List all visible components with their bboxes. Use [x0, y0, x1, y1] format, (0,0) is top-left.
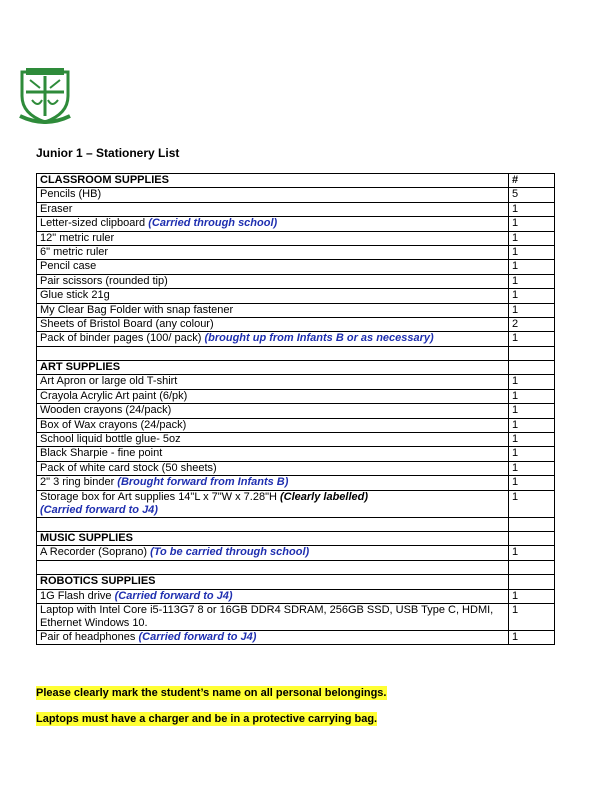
table-row — [37, 202, 555, 216]
qty-cell — [509, 461, 555, 475]
item-text: A Recorder (Soprano) — [40, 546, 151, 559]
item-text: School liquid bottle glue- 5oz — [40, 433, 181, 446]
item-text: Pack of white card stock (50 sheets) — [40, 461, 217, 474]
qty-cell — [509, 274, 555, 288]
item-cell — [37, 546, 509, 560]
item-text: Letter-sized clipboard — [40, 217, 149, 230]
item-cell — [37, 560, 509, 574]
qty-cell — [509, 260, 555, 274]
item-quantity: 1 — [512, 490, 519, 503]
item-text: Wooden crayons (24/pack) — [40, 404, 172, 417]
item-cell — [37, 245, 509, 259]
qty-cell — [509, 517, 555, 531]
item-quantity: 1 — [512, 289, 519, 302]
item-note: (Brought forward from Infants B) — [117, 476, 289, 489]
item-cell — [37, 188, 509, 202]
table-row — [37, 245, 555, 259]
qty-cell — [509, 217, 555, 231]
item-quantity: 1 — [512, 217, 519, 230]
qty-cell — [509, 389, 555, 403]
item-quantity: 1 — [512, 447, 519, 460]
table-row — [37, 217, 555, 231]
item-quantity: 1 — [512, 476, 519, 489]
table-row — [37, 461, 555, 475]
item-text: Black Sharpie - fine point — [40, 447, 163, 460]
item-cell — [37, 531, 509, 545]
spacer-row — [37, 517, 555, 531]
item-quantity: 1 — [512, 630, 519, 643]
section-heading: ART SUPPLIES — [40, 361, 121, 374]
section-heading: MUSIC SUPPLIES — [40, 531, 133, 544]
item-cell — [37, 317, 509, 331]
item-text: Pair scissors (rounded tip) — [40, 274, 168, 287]
item-text: Crayola Acrylic Art paint (6/pk) — [40, 389, 188, 402]
table-body — [37, 174, 555, 645]
item-text: Glue stick 21g — [40, 289, 110, 302]
qty-cell — [509, 245, 555, 259]
item-text: Sheets of Bristol Board (any colour) — [40, 317, 214, 330]
item-cell — [37, 260, 509, 274]
section-heading-row — [37, 575, 555, 589]
item-quantity: 1 — [512, 404, 519, 417]
table-row — [37, 603, 555, 630]
section-heading-row — [37, 361, 555, 375]
item-cell — [37, 476, 509, 490]
table-row — [37, 260, 555, 274]
item-quantity: 1 — [512, 202, 519, 215]
item-cell — [37, 589, 509, 603]
table-row — [37, 332, 555, 346]
spacer-row — [37, 560, 555, 574]
item-cell — [37, 346, 509, 360]
qty-cell — [509, 332, 555, 346]
qty-cell — [509, 188, 555, 202]
qty-cell — [509, 375, 555, 389]
item-cell — [37, 461, 509, 475]
item-text: My Clear Bag Folder with snap fastener — [40, 303, 234, 316]
table-row — [37, 418, 555, 432]
item-quantity: 1 — [512, 274, 519, 287]
item-quantity: 1 — [512, 546, 519, 559]
table-row — [37, 447, 555, 461]
qty-cell — [509, 490, 555, 517]
qty-cell — [509, 476, 555, 490]
item-cell — [37, 217, 509, 231]
item-quantity: 1 — [512, 332, 519, 345]
table-row — [37, 317, 555, 331]
item-text: Eraser — [40, 202, 73, 215]
table-row — [37, 188, 555, 202]
notice-name-label: Please clearly mark the student’s name on all personal belongings. — [36, 687, 387, 699]
item-text: Pack of binder pages (100/ pack) — [40, 332, 205, 345]
item-note: (Clearly labelled) — [279, 490, 369, 503]
item-text: Box of Wax crayons (24/pack) — [40, 418, 187, 431]
item-cell — [37, 433, 509, 447]
qty-cell — [509, 202, 555, 216]
item-cell — [37, 490, 509, 517]
qty-cell — [509, 346, 555, 360]
item-text: Pencils (HB) — [40, 188, 102, 201]
qty-cell — [509, 317, 555, 331]
spacer-row — [37, 346, 555, 360]
item-text: Art Apron or large old T-shirt — [40, 375, 178, 388]
item-text: 2" 3 ring binder — [40, 476, 118, 489]
table-row — [37, 289, 555, 303]
item-cell — [37, 517, 509, 531]
item-cell — [37, 332, 509, 346]
item-cell — [37, 418, 509, 432]
qty-cell — [509, 531, 555, 545]
item-quantity: 1 — [512, 433, 519, 446]
table-row — [37, 375, 555, 389]
qty-cell — [509, 603, 555, 630]
table-row — [37, 630, 555, 644]
item-text: 1G Flash drive — [40, 589, 115, 602]
table-row — [37, 303, 555, 317]
item-quantity: 1 — [512, 418, 519, 431]
item-quantity: 1 — [512, 303, 519, 316]
school-crest-logo — [18, 66, 72, 124]
qty-cell — [509, 433, 555, 447]
item-note: (Carried through school) — [148, 217, 278, 230]
item-quantity: 1 — [512, 260, 519, 273]
qty-cell — [509, 289, 555, 303]
quantity-column-header: # — [509, 174, 555, 188]
item-cell — [37, 375, 509, 389]
table-row — [37, 404, 555, 418]
item-note: (Carried forward to J4) — [40, 503, 158, 516]
item-quantity: 1 — [512, 603, 519, 616]
table-row — [37, 490, 555, 517]
item-cell — [37, 289, 509, 303]
item-quantity: 2 — [512, 317, 519, 330]
item-cell — [37, 231, 509, 245]
item-quantity: 1 — [512, 375, 519, 388]
item-note: (Carried forward to J4) — [138, 630, 257, 643]
item-text: 12" metric ruler — [40, 231, 115, 244]
qty-cell — [509, 404, 555, 418]
item-cell — [37, 630, 509, 644]
item-text: 6" metric ruler — [40, 245, 109, 258]
section-heading: CLASSROOM SUPPLIES — [37, 174, 509, 188]
qty-cell — [509, 546, 555, 560]
item-quantity: 5 — [512, 188, 519, 201]
item-cell — [37, 274, 509, 288]
item-cell — [37, 447, 509, 461]
item-cell — [37, 603, 509, 630]
item-quantity: 1 — [512, 231, 519, 244]
item-cell — [37, 303, 509, 317]
table-row — [37, 546, 555, 560]
qty-cell — [509, 589, 555, 603]
item-quantity: 1 — [512, 389, 519, 402]
item-note: (brought up from Infants B or as necessary) — [204, 332, 434, 345]
item-note: (To be carried through school) — [150, 546, 310, 559]
table-row — [37, 433, 555, 447]
qty-cell — [509, 560, 555, 574]
qty-cell — [509, 575, 555, 589]
table-row — [37, 274, 555, 288]
qty-cell — [509, 630, 555, 644]
table-row — [37, 476, 555, 490]
section-heading-row — [37, 531, 555, 545]
item-quantity: 1 — [512, 245, 519, 258]
item-text: Storage box for Art supplies 14"L x 7"W x 7.28"H — [40, 490, 280, 503]
table-row — [37, 589, 555, 603]
item-text: Laptop with Intel Core i5-113G7 8 or 16GB DDR4 SDRAM, 256GB SSD, USB Type C, HDMI, Ethernet Windows 10. — [40, 603, 494, 629]
qty-cell — [509, 447, 555, 461]
table-header-row — [37, 174, 555, 188]
item-text: Pair of headphones — [40, 630, 139, 643]
table-row — [37, 231, 555, 245]
qty-cell — [509, 231, 555, 245]
item-cell — [37, 389, 509, 403]
stationery-table — [36, 173, 555, 645]
item-note: (Carried forward to J4) — [114, 589, 233, 602]
item-cell — [37, 202, 509, 216]
qty-cell — [509, 303, 555, 317]
item-cell — [37, 361, 509, 375]
item-text: Pencil case — [40, 260, 97, 273]
qty-cell — [509, 418, 555, 432]
item-cell — [37, 404, 509, 418]
notice-laptop-charger: Laptops must have a charger and be in a protective carrying bag. — [36, 713, 378, 725]
section-heading: ROBOTICS SUPPLIES — [40, 575, 156, 588]
item-quantity: 1 — [512, 589, 519, 602]
table-row — [37, 389, 555, 403]
item-quantity: 1 — [512, 461, 519, 474]
page-title: Junior 1 – Stationery List — [36, 146, 180, 160]
qty-cell — [509, 361, 555, 375]
item-cell — [37, 575, 509, 589]
